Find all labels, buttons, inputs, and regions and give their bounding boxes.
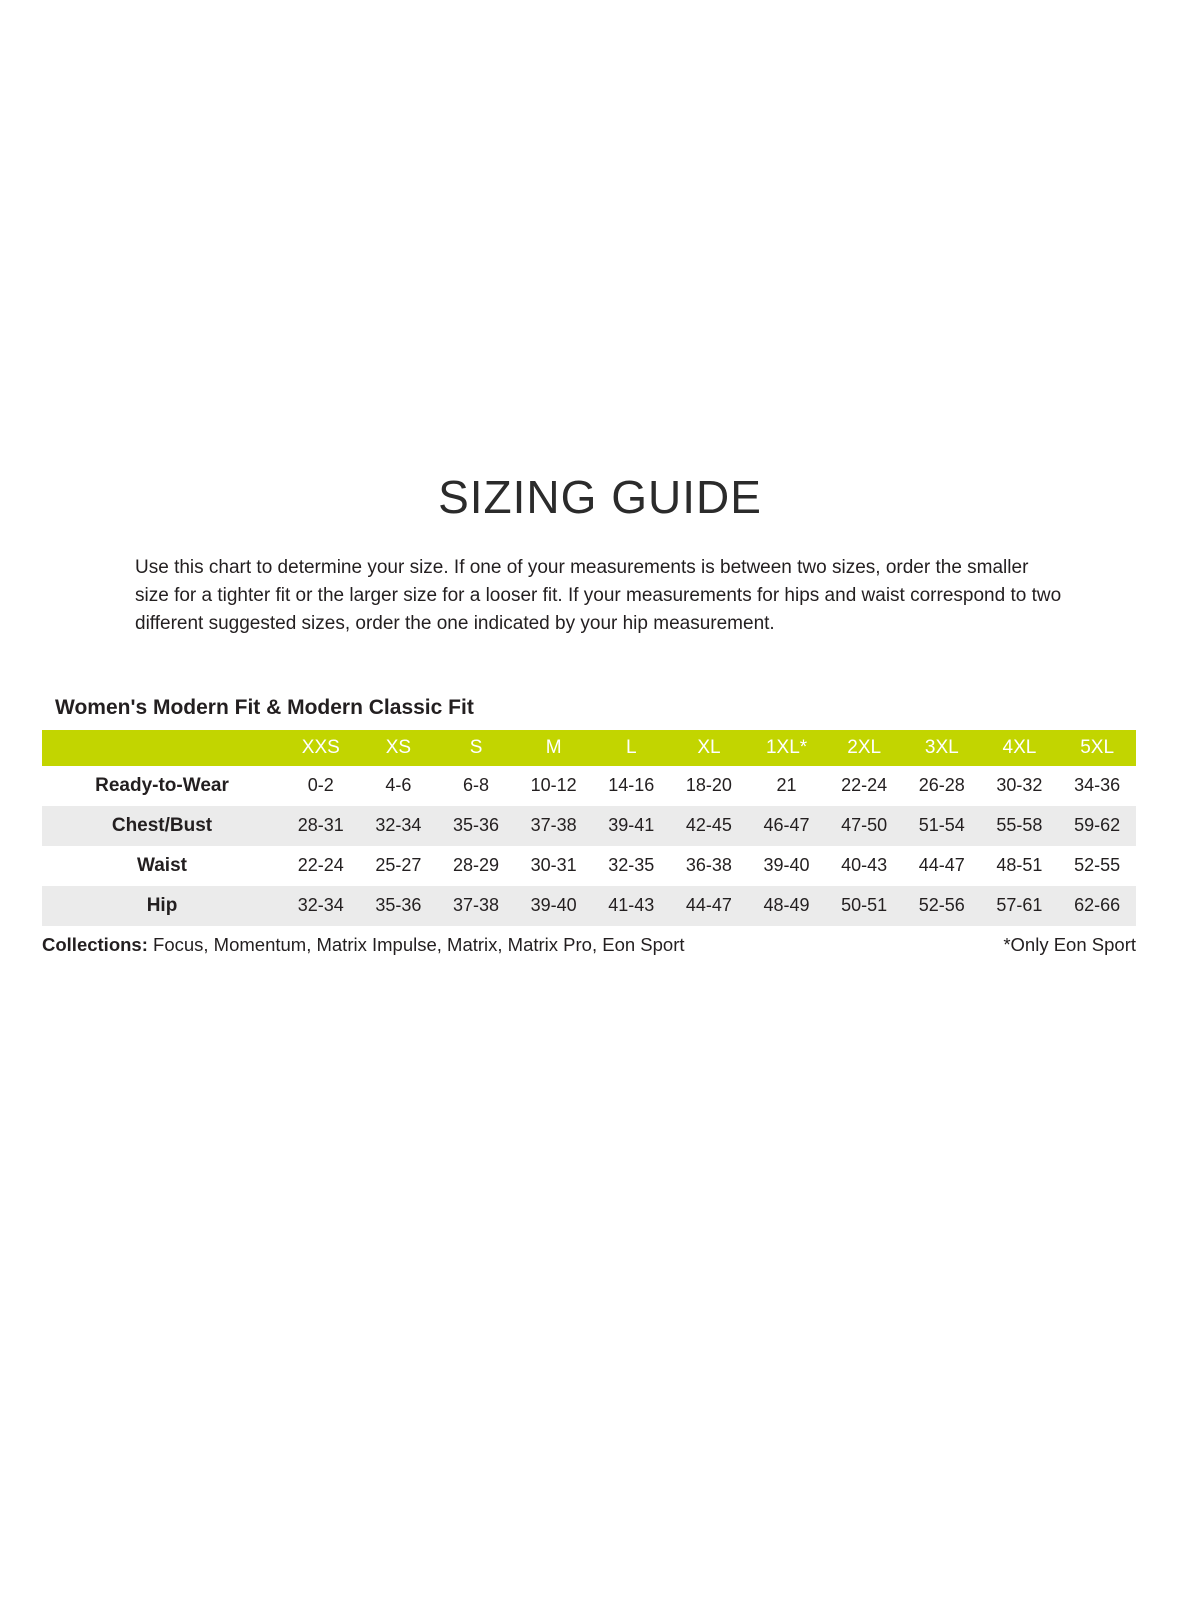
size-value-cell: 42-45: [685, 815, 732, 836]
size-value-cell: 21: [776, 775, 797, 796]
size-value-cell: 44-47: [918, 855, 965, 876]
size-value-cell: 28-29: [453, 855, 500, 876]
collections-text: [42, 934, 685, 956]
size-value-cell: 37-38: [453, 895, 500, 916]
size-value-cell: 10-12: [530, 775, 577, 796]
size-value-cell: 34-36: [1074, 775, 1121, 796]
size-value-cell: 35-36: [375, 895, 422, 916]
size-value-cell: 30-31: [530, 855, 577, 876]
size-value-cell: 44-47: [685, 895, 732, 916]
table-row: [42, 886, 1136, 926]
size-value-cell: 32-35: [608, 855, 655, 876]
size-column-header: 5XL: [1080, 736, 1115, 758]
size-value-cell: 36-38: [685, 855, 732, 876]
size-table-head: [42, 730, 1136, 766]
section-title-womens-modern-fit: Women's Modern Fit & Modern Classic Fit: [55, 695, 474, 719]
header-corner-cell: [42, 730, 282, 766]
size-value-cell: 26-28: [918, 775, 965, 796]
row-label: Chest/Bust: [111, 814, 213, 836]
size-column-header: 3XL: [924, 736, 959, 758]
size-table-header-row: [42, 730, 1136, 766]
size-value-cell: 32-34: [297, 895, 344, 916]
table-row: [42, 806, 1136, 846]
size-value-cell: 0-2: [307, 775, 334, 796]
size-column-header: L: [626, 736, 637, 758]
row-label: Ready-to-Wear: [95, 774, 229, 796]
size-column-header: XXS: [301, 736, 340, 758]
size-value-cell: 40-43: [841, 855, 888, 876]
size-value-cell: 28-31: [297, 815, 344, 836]
size-value-cell: 22-24: [841, 775, 888, 796]
table-row: [42, 846, 1136, 886]
collections-list: Focus, Momentum, Matrix Impulse, Matrix, Matrix Pro, Eon Sport: [153, 933, 685, 955]
size-column-header: 2XL: [847, 736, 882, 758]
size-column-header: S: [469, 736, 483, 758]
size-value-cell: 14-16: [608, 775, 655, 796]
table-row: [42, 766, 1136, 806]
size-value-cell: 51-54: [918, 815, 965, 836]
size-column-header: 4XL: [1002, 736, 1037, 758]
size-value-cell: 18-20: [685, 775, 732, 796]
size-value-cell: 48-49: [763, 895, 810, 916]
size-value-cell: 55-58: [996, 815, 1043, 836]
intro-paragraph: Use this chart to determine your size. If one of your measurements is between two sizes, order the smaller size for a tighter fit or the larger size for a looser fit. If your measurements for hips and waist correspond to two different suggested sizes, order the one indicated by your hip measurement.: [135, 557, 1062, 634]
footnote-only-eon-sport: *Only Eon Sport: [1003, 933, 1136, 955]
size-value-cell: 52-56: [918, 895, 965, 916]
size-value-cell: 22-24: [297, 855, 344, 876]
size-value-cell: 47-50: [841, 815, 888, 836]
page-title: SIZING GUIDE: [438, 471, 762, 523]
size-chart-table: [42, 730, 1136, 926]
size-value-cell: 46-47: [763, 815, 810, 836]
size-column-header: 1XL*: [765, 736, 808, 758]
collections-line: [42, 934, 1136, 956]
size-value-cell: 57-61: [996, 895, 1043, 916]
size-value-cell: 25-27: [375, 855, 422, 876]
size-value-cell: 62-66: [1074, 895, 1121, 916]
size-value-cell: 6-8: [463, 775, 490, 796]
row-label: Hip: [146, 894, 178, 916]
size-value-cell: 35-36: [453, 815, 500, 836]
size-value-cell: 39-40: [530, 895, 577, 916]
size-column-header: XS: [385, 736, 412, 758]
size-column-header: M: [545, 736, 562, 758]
size-table-body: [42, 766, 1136, 926]
size-value-cell: 48-51: [996, 855, 1043, 876]
size-value-cell: 32-34: [375, 815, 422, 836]
size-value-cell: 39-40: [763, 855, 810, 876]
size-value-cell: 50-51: [841, 895, 888, 916]
size-column-header: XL: [697, 736, 721, 758]
size-value-cell: 4-6: [385, 775, 412, 796]
size-value-cell: 52-55: [1074, 855, 1121, 876]
size-value-cell: 39-41: [608, 815, 655, 836]
size-value-cell: 30-32: [996, 775, 1043, 796]
row-label: Waist: [137, 854, 187, 876]
size-value-cell: 59-62: [1074, 815, 1121, 836]
size-value-cell: 37-38: [530, 815, 577, 836]
size-value-cell: 41-43: [608, 895, 655, 916]
collections-label: Collections:: [42, 933, 148, 955]
